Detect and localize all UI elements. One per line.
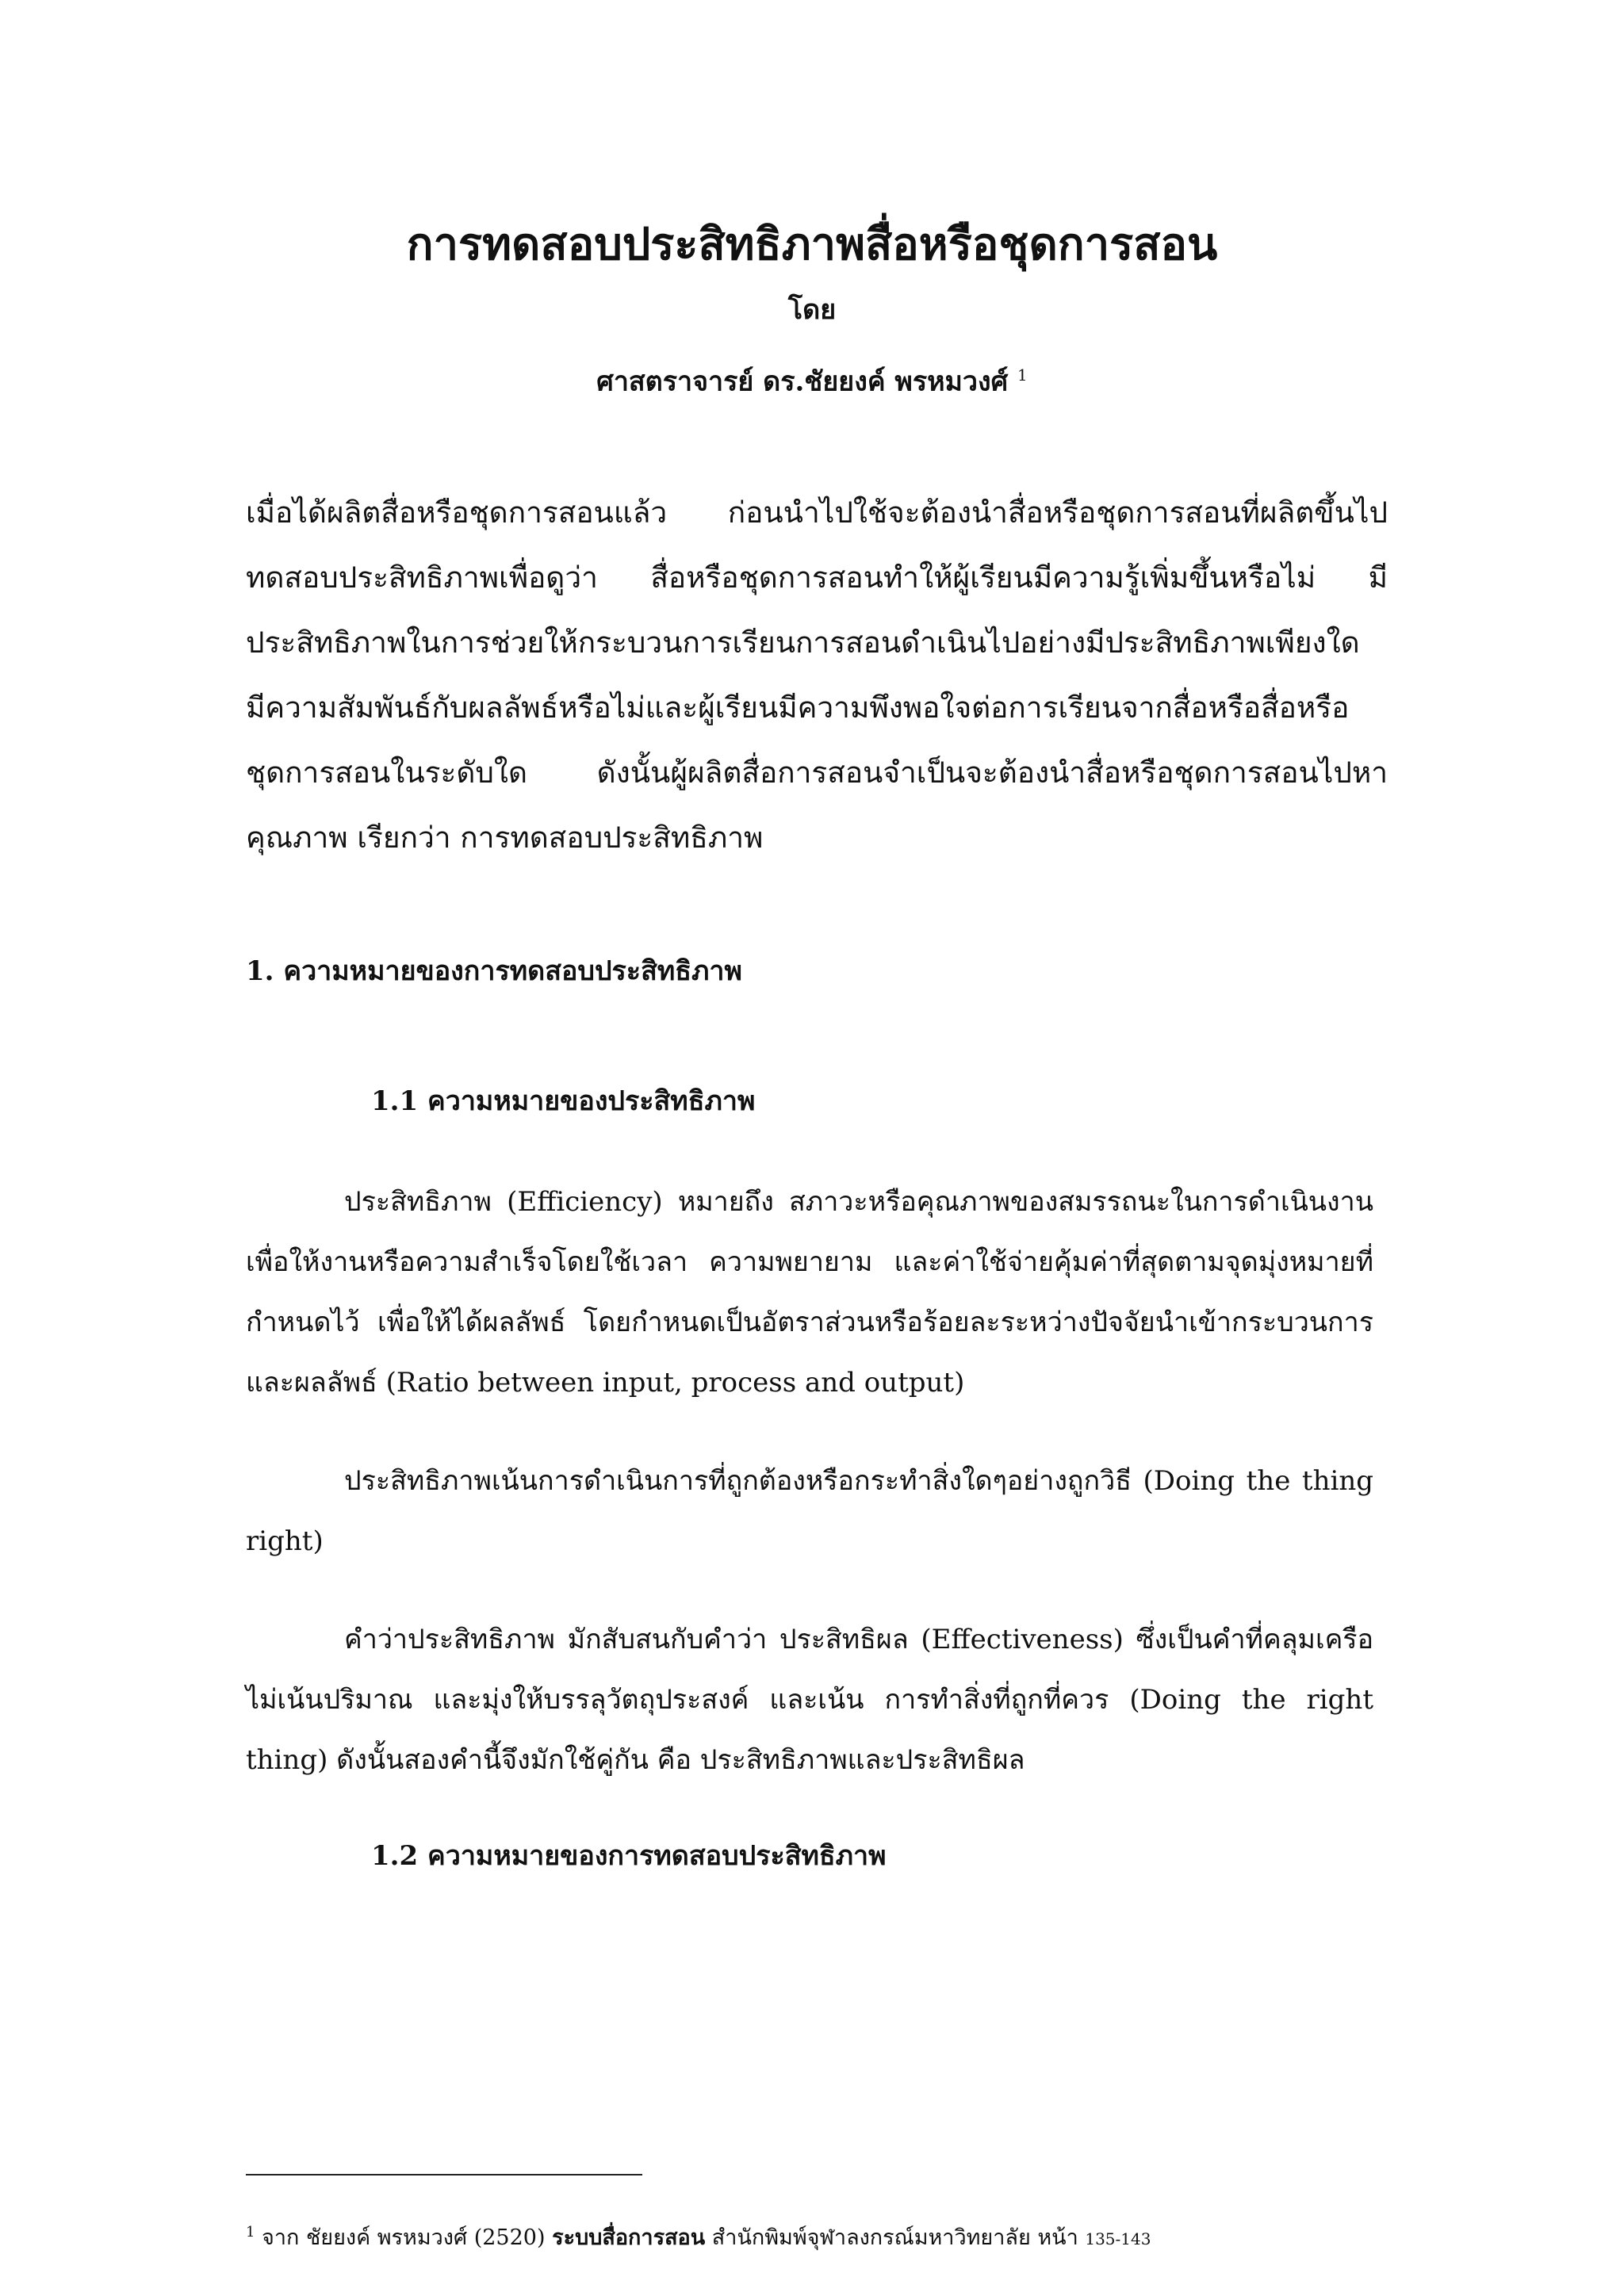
author-line: [0, 355, 1624, 401]
footnote-mark: 1: [246, 2224, 255, 2241]
effectiveness-paragraph: คำว่าประสิทธิภาพ มักสับสนกับคำว่า ประสิทธิผล (Effectiveness) ซึ่งเป็นคำที่คลุมเครือไม่เน้นปริมาณ และมุ่งให้บรรลุวัตถุประสงค์ และเน้น การทำสิ่งที่ถูกที่ควร (Doing the right thing) ดังนั้นสองคำนี้จึงมักใช้คู่กัน คือ ประสิทธิภาพและประสิทธิผล: [246, 1624, 1373, 1776]
section-1-2-heading: 1.2 ความหมายของการทดสอบประสิทธิภาพ: [371, 1840, 887, 1872]
intro-paragraph: เมื่อได้ผลิตสื่อหรือชุดการสอนแล้ว ก่อนนำไปใช้จะต้องนำสื่อหรือชุดการสอนที่ผลิตขึ้นไปทดสอบประสิทธิภาพเพื่อดูว่า สื่อหรือชุดการสอนทำให้ผู้เรียนมีความรู้เพิ่มขึ้นหรือไม่ มีประสิทธิภาพในการช่วยให้กระบวนการเรียนการสอนดำเนินไปอย่างมีประสิทธิภาพเพียงใด มีความสัมพันธ์กับผลลัพธ์หรือไม่และผู้เรียนมีความพึงพอใจต่อการเรียนจากสื่อหรือสื่อหรือชุดการสอนในระดับใด ดังนั้นผู้ผลิตสื่อการสอนจำเป็นจะต้องนำสื่อหรือชุดการสอนไปหาคุณภาพ เรียกว่า การทดสอบประสิทธิภาพ: [246, 496, 1388, 855]
footnote-book-title: ระบบสื่อการสอน: [552, 2225, 706, 2250]
footnote-pages: 135-143: [1085, 2229, 1151, 2248]
author-name: ศาสตราจารย์ ดร.ชัยยงค์ พรหมวงศ์: [596, 365, 1009, 398]
footnote-suffix: สำนักพิมพ์จุฬาลงกรณ์มหาวิทยาลัย หน้า: [705, 2225, 1086, 2250]
footnote-divider: [246, 2174, 642, 2175]
section-1-heading: 1. ความหมายของการทดสอบประสิทธิภาพ: [246, 955, 742, 987]
footnote-prefix: จาก ชัยยงค์ พรหมวงศ์ (2520): [255, 2225, 553, 2250]
efficiency-definition-paragraph: ประสิทธิภาพ (Efficiency) หมายถึง สภาวะหรือคุณภาพของสมรรถนะในการดำเนินงานเพื่อให้งานหรือความสำเร็จโดยใช้เวลา ความพยายาม และค่าใช้จ่ายคุ้มค่าที่สุดตามจุดมุ่งหมายที่กำหนดไว้ เพื่อให้ได้ผลลัพธ์ โดยกำหนดเป็นอัตราส่วนหรือร้อยละระหว่างปัจจัยนำเข้ากระบวนการและผลลัพธ์ (Ratio between input, process and output): [246, 1186, 1373, 1399]
author-footnote-mark: 1: [1017, 365, 1028, 385]
document-title: การทดสอบประสิทธิภาพสื่อหรือชุดการสอน: [406, 218, 1218, 270]
section-1-1-heading: 1.1 ความหมายของประสิทธิภาพ: [371, 1085, 756, 1117]
efficiency-doing-right-paragraph: ประสิทธิภาพเน้นการดำเนินการที่ถูกต้องหรือกระทำสิ่งใดๆอย่างถูกวิธี (Doing the thing right): [246, 1465, 1373, 1557]
footnote: [246, 2217, 1151, 2255]
by-line: โดย: [787, 294, 837, 326]
